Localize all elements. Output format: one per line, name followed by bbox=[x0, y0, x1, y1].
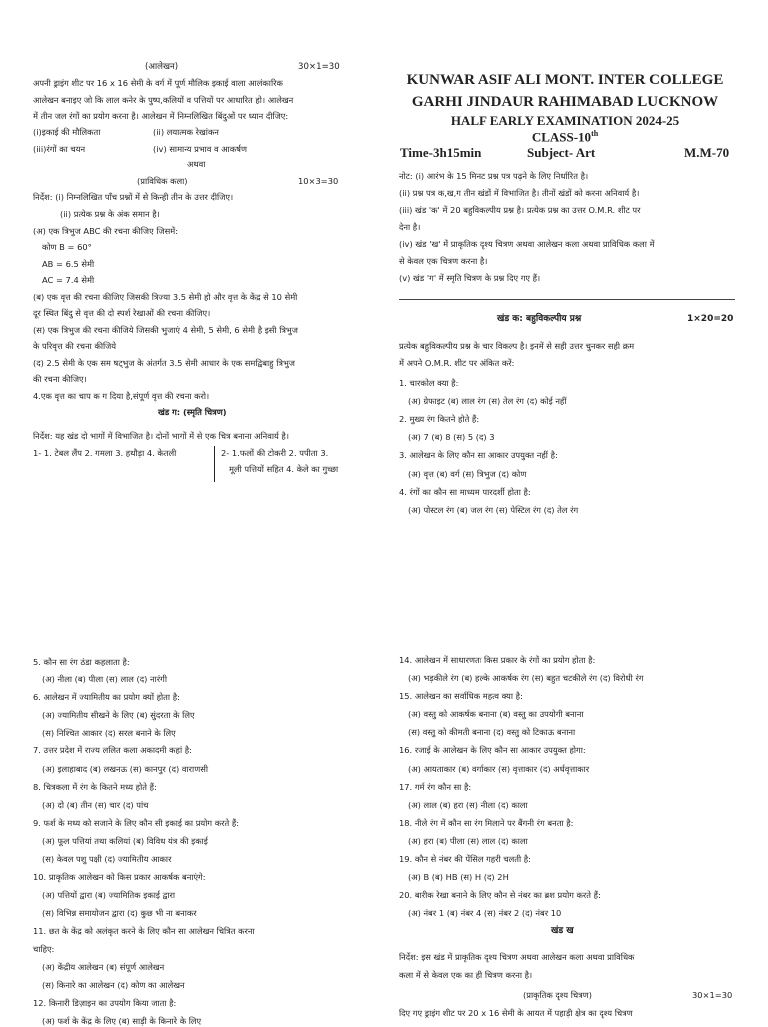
point-item: (iii)रंगों का चयन bbox=[33, 144, 86, 154]
question-d: की रचना कीजिए। bbox=[33, 374, 87, 384]
mcq-options: (स) निश्चित आकार (द) सरल बनाने के लिए bbox=[42, 728, 176, 738]
natural-scene-text: दिए गए ड्राइंग शीट पर 20 x 16 सेमी के आयत में पहाड़ी क्षेत्र का दृश्य चित्रण bbox=[399, 1008, 633, 1018]
mcq-question: 18. नीले रंग में कौन सा रंग मिलाने पर बैंगनी रंग बनता है: bbox=[399, 818, 574, 828]
mcq-options: (अ) B (ब) HB (स) H (द) 2H bbox=[408, 872, 509, 882]
note-line: (v) खंड 'ग' में स्मृति चित्रण के प्रश्न दिए गए हैं। bbox=[399, 273, 541, 283]
mcq-options: (स) वस्तु को कीमती बनाना (द) वस्तु को टिकाऊ बनाना bbox=[408, 727, 576, 737]
question-4: 4.एक वृत्त का चाप क ग दिया है,संपूर्ण वृत्त की रचना करो। bbox=[33, 391, 210, 401]
mcq-options: (अ) फूल पत्तियां तथा कलियां (ब) विविध यंत्र की इकाई bbox=[42, 836, 208, 846]
mcq-options: (अ) वस्तु को आकर्षक बनाना (ब) वस्तु का उपयोगी बनाना bbox=[408, 709, 584, 719]
mcq-question: 1. चारकोल क्या है: bbox=[399, 378, 459, 388]
question-b: (ब) एक वृत्त की रचना कीजिए जिसकी त्रिज्या 3.5 सेमी हो और वृत्त के केंद्र से 10 सेमी bbox=[33, 292, 298, 302]
mcq-question: 2. मुख्य रंग कितने होते हैं: bbox=[399, 414, 480, 424]
mcq-question: 3. आलेखन के लिए कौन सा आकार उपयुक्त नहीं है: bbox=[399, 450, 558, 460]
note-line: देना है। bbox=[399, 222, 421, 232]
mcq-options: (अ) नीला (ब) पीला (स) लाल (द) नारंगी bbox=[42, 674, 167, 684]
column-divider bbox=[214, 446, 215, 482]
mcq-options: (अ) नंबर 1 (ब) नंबर 4 (स) नंबर 2 (द) नंबर 10 bbox=[408, 908, 562, 918]
natural-scene-heading: (प्राकृतिक दृश्य चित्रण) bbox=[523, 990, 592, 1000]
mcq-question: 20. बारीक रेखा बनाने के लिए कौन से नंबर का ब्रश प्रयोग करते हैं: bbox=[399, 890, 601, 900]
memory-part-2: मूली पत्तियों सहित 4. केले का गुच्छा bbox=[229, 464, 339, 474]
point-item: (iv) सामान्य प्रभाव व आकर्षण bbox=[153, 144, 247, 154]
alekhan-text-line: में तीन जल रंगों का प्रयोग करना है। आलेखन में निम्नलिखित बिंदुओं पर ध्यान दीजिए: bbox=[33, 111, 289, 121]
section-pravidhik-marks: 10×3=30 bbox=[298, 176, 339, 186]
mcq-question: 10. प्राकृतिक आलेखन को किस प्रकार आकर्षक बनाएंगे: bbox=[33, 872, 206, 882]
note-line: (ii) प्रश्न पत्र क,ख,ग तीन खंडों में विभाजित है। तीनों खंडों को करना अनिवार्य है। bbox=[399, 188, 640, 198]
mcq-question: चाहिए: bbox=[33, 944, 55, 954]
pravidhik-instruction: निर्देश: (i) निम्नलिखित पाँच प्रश्नों में से किन्ही तीन के उत्तर दीजिए। bbox=[33, 192, 234, 202]
mcq-options: (अ) 7 (ब) 8 (स) 5 (द) 3 bbox=[408, 432, 495, 442]
mcq-question: 12. किनारी डिज़ाइन का उपयोग किया जाता है: bbox=[33, 998, 177, 1008]
mcq-question: 6. आलेखन में ज्यामितीय का प्रयोग क्यों होता है: bbox=[33, 692, 180, 702]
question-c: के परिवृत्त की रचना कीजिये bbox=[33, 341, 117, 351]
section-k-marks: 1×20=20 bbox=[687, 314, 734, 324]
mcq-options: (अ) फर्श के केंद्र के लिए (ब) साड़ी के किनारे के लिए bbox=[42, 1016, 202, 1026]
mcq-question: 17. गर्म रंग कौन सा है: bbox=[399, 782, 472, 792]
mcq-question: 9. फर्श के मध्य को सजाने के लिए कौन सी इकाई का प्रयोग करते हैं: bbox=[33, 818, 240, 828]
mcq-options: (अ) पत्तियों द्वारा (ब) ज्यामितिक इकाई द्वारा bbox=[42, 890, 176, 900]
college-name: KUNWAR ASIF ALI MONT. INTER COLLEGE bbox=[406, 72, 724, 88]
athva-label: अथवा bbox=[187, 159, 206, 169]
point-item: (ii) लयात्मक रेखांकन bbox=[153, 127, 219, 137]
mcq-question: 19. कौन से नंबर की पेंसिल गहरी चलती है: bbox=[399, 854, 531, 864]
mcq-options: (स) किनारे का आलेखन (द) कोण का आलेखन bbox=[42, 980, 185, 990]
section-g-heading: खंड ग: (स्मृति चित्रण) bbox=[158, 407, 227, 417]
section-g-instruction: निर्देश: यह खंड दो भागों में विभाजित है। दोनों भागों में से एक चित्र बनाना अनिवार्य है। bbox=[33, 431, 289, 441]
question-a-detail: AC = 7.4 सेमी bbox=[42, 275, 95, 285]
mcq-options: (स) विभिन्न समायोजन द्वारा (द) कुछ भी ना बनाकर bbox=[42, 908, 197, 918]
question-a: (अ) एक त्रिभुज ABC की रचना कीजिए जिसमें: bbox=[33, 226, 178, 236]
exam-title: HALF EARLY EXAMINATION 2024-25 bbox=[450, 113, 680, 128]
mcq-question: 8. चित्रकला में रंग के कितने मध्य होते हैं: bbox=[33, 782, 157, 792]
class-label: CLASS-10th bbox=[531, 129, 599, 145]
max-marks-label: M.M-70 bbox=[684, 145, 730, 160]
section-k-instruction: में अपने O.M.R. शीट पर अंकित करें: bbox=[399, 358, 515, 368]
note-line: (iii) खंड 'क' में 20 बहुविकल्पीय प्रश्न है। प्रत्येक प्रश्न का उत्तर O.M.R. शीट पर bbox=[399, 205, 641, 215]
mcq-options: (अ) ग्रेफाइट (ब) लाल रंग (स) तेल रंग (द) कोई नहीं bbox=[408, 396, 567, 406]
section-kh-instruction: निर्देश: इस खंड में प्राकृतिक दृश्य चित्रण अथवा आलेखन कला अथवा प्राविधिक bbox=[399, 952, 635, 962]
section-k-instruction: प्रत्येक बहुविकल्पीय प्रश्न के चार विकल्प है। इनमें से सही उत्तर चुनकर सही क्रम bbox=[399, 341, 635, 351]
memory-part-2: 2- 1.फलों की टोकरी 2. पपीता 3. bbox=[221, 448, 329, 458]
natural-scene-marks: 30×1=30 bbox=[692, 990, 733, 1000]
section-kh-heading: खंड ख bbox=[551, 926, 574, 936]
alekhan-text-line: आलेखन बनाइए जो कि लाल कनेर के पुष्प,कलियों व पत्तियों पर आधारित हो। आलेखन bbox=[33, 95, 294, 105]
question-b: दूर स्थित बिंदु से वृत्त की दो स्पर्श रेखाओं की रचना कीजिए। bbox=[33, 308, 211, 318]
mcq-question: 16. रजाई के आलेखन के लिए कौन सा आकार उपयुक्त होगा: bbox=[399, 745, 586, 755]
mcq-question: 7. उत्तर प्रदेश में राज्य ललित कला अकादमी कहां है: bbox=[33, 745, 192, 755]
mcq-question: 14. आलेखन में साधारणतः किस प्रकार के रंगों का प्रयोग होता है: bbox=[399, 655, 596, 665]
mcq-options: (अ) लाल (ब) हरा (स) नीला (द) काला bbox=[408, 800, 528, 810]
note-line: नोट: (i) आरंभ के 15 मिनट प्रश्न पत्र पढ़ने के लिए निर्धारित है। bbox=[399, 171, 589, 181]
memory-part-1: 1- 1. टेबल लैंप 2. गमला 3. हथौड़ा 4. केतली bbox=[33, 448, 177, 458]
mcq-options: (अ) ज्यामितीय सीखने के लिए (ब) सुंदरता के लिए bbox=[42, 710, 195, 720]
mcq-options: (अ) वृत्त (ब) वर्ग (स) त्रिभुज (द) कोण bbox=[408, 469, 527, 479]
mcq-question: 4. रंगों का कौन सा माध्यम पारदर्शी होता है: bbox=[399, 487, 531, 497]
time-label: Time-3h15min bbox=[400, 145, 482, 160]
question-a-detail: AB = 6.5 सेमी bbox=[42, 259, 95, 269]
question-d: (द) 2.5 सेमी के एक सम षट्भुज के अंतर्गत 3.5 सेमी आधार के एक समद्विबाहु त्रिभुज bbox=[33, 358, 295, 368]
mcq-options: (अ) भड़कीले रंग (ब) हल्के आकर्षक रंग (स) बहुत चटकीले रंग (द) विरोधी रंग bbox=[408, 673, 644, 683]
note-line: से केवल एक चित्रण करना है। bbox=[399, 256, 488, 266]
mcq-options: (अ) इलाहाबाद (ब) लखनऊ (स) कानपुर (द) वाराणसी bbox=[42, 764, 208, 774]
question-a-detail: कोण B = 60° bbox=[42, 242, 92, 252]
separator-rule bbox=[399, 299, 735, 300]
college-address: GARHI JINDAUR RAHIMABAD LUCKNOW bbox=[411, 94, 719, 110]
note-line: (iv) खंड 'ख' में प्राकृतिक दृश्य चित्रण अथवा आलेखन कला अथवा प्राविधिक कला में bbox=[399, 239, 655, 249]
mcq-options: (अ) पोस्टल रंग (ब) जल रंग (स) पेस्टिल रंग (द) तेल रंग bbox=[408, 505, 579, 515]
section-alekhan-marks: 30×1=30 bbox=[298, 62, 340, 72]
mcq-options: (अ) केंद्रीय आलेखन (ब) संपूर्ण आलेखन bbox=[42, 962, 165, 972]
mcq-question: 11. छत के केंद्र को अलंकृत करने के लिए कौन सा आलेखन चित्रित करना bbox=[33, 926, 255, 936]
pravidhik-instruction: (ii) प्रत्येक प्रश्न के अंक समान है। bbox=[60, 209, 160, 219]
mcq-options: (अ) दो (ब) तीन (स) चार (द) पांच bbox=[42, 800, 149, 810]
alekhan-text-line: अपनी ड्राइंग शीट पर 16 x 16 सेमी के वर्ग में पूर्ण मौलिक इकाई वाला आलंकारिक bbox=[33, 78, 283, 88]
mcq-options: (अ) आयताकार (ब) वर्गाकार (स) वृत्ताकार (द) अर्धवृत्ताकार bbox=[408, 764, 590, 774]
mcq-question: 15. आलेखन का सर्वाधिक महत्व क्या है: bbox=[399, 691, 523, 701]
mcq-options: (अ) हरा (ब) पीला (स) लाल (द) काला bbox=[408, 836, 528, 846]
section-alekhan-heading: (आलेखन) bbox=[145, 62, 179, 72]
section-kh-instruction: कला में से केवल एक का ही चित्रण करना है। bbox=[399, 970, 533, 980]
point-item: (i)इकाई की मौलिकता bbox=[33, 127, 101, 137]
subject-label: Subject- Art bbox=[527, 145, 596, 160]
section-pravidhik-heading: (प्राविधिक कला) bbox=[137, 176, 188, 186]
section-k-heading: खंड क: बहुविकल्पीय प्रश्न bbox=[497, 314, 582, 324]
mcq-question: 5. कौन सा रंग ठंडा कहलाता है: bbox=[33, 657, 130, 667]
mcq-options: (स) केवल पशु पक्षी (द) ज्यामितीय आकार bbox=[42, 854, 172, 864]
question-c: (स) एक त्रिभुज की रचना कीजिये जिसकी भुजाएं 4 सेमी, 5 सेमी, 6 सेमी है इसी त्रिभुज bbox=[33, 325, 298, 335]
